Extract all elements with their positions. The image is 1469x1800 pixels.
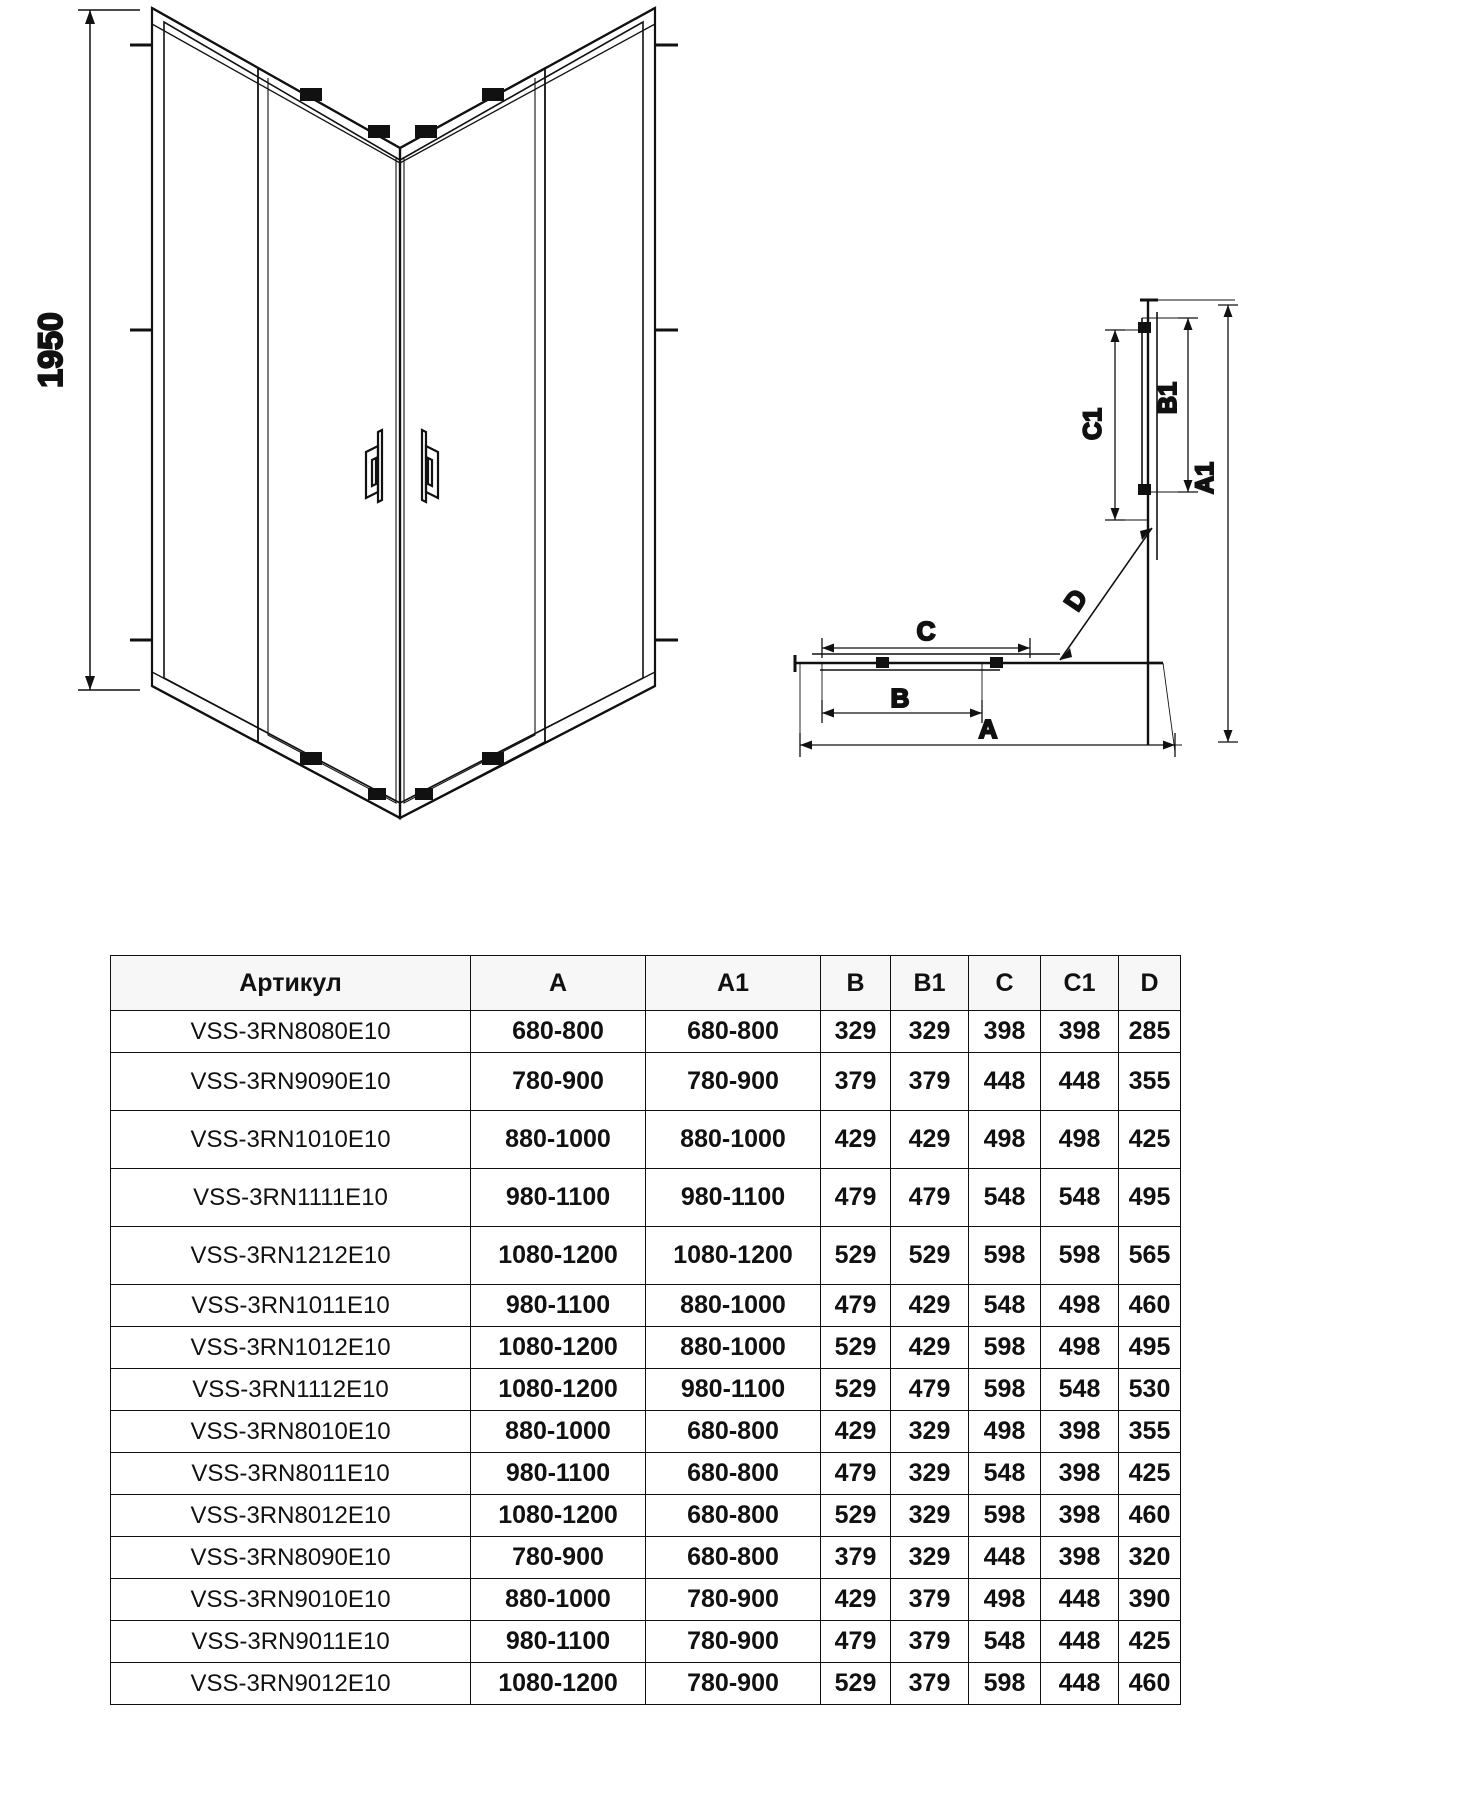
cell-article: VSS-3RN1112E10 xyxy=(111,1369,471,1411)
cell-b: 429 xyxy=(821,1579,891,1621)
header-c1: C1 xyxy=(1041,956,1119,1011)
cell-d: 425 xyxy=(1119,1621,1181,1663)
cell-c: 598 xyxy=(969,1327,1041,1369)
cell-c1: 598 xyxy=(1041,1227,1119,1285)
cell-c: 548 xyxy=(969,1285,1041,1327)
cell-c1: 448 xyxy=(1041,1579,1119,1621)
cell-a: 980-1100 xyxy=(471,1621,646,1663)
cell-article: VSS-3RN1010E10 xyxy=(111,1111,471,1169)
cell-d: 565 xyxy=(1119,1227,1181,1285)
cell-d: 320 xyxy=(1119,1537,1181,1579)
cell-a: 880-1000 xyxy=(471,1579,646,1621)
cell-article: VSS-3RN1111E10 xyxy=(111,1169,471,1227)
cell-c: 598 xyxy=(969,1495,1041,1537)
cell-a: 980-1100 xyxy=(471,1285,646,1327)
cell-c: 498 xyxy=(969,1579,1041,1621)
header-d: D xyxy=(1119,956,1181,1011)
cell-c: 548 xyxy=(969,1453,1041,1495)
cell-a: 1080-1200 xyxy=(471,1495,646,1537)
table-row xyxy=(111,1663,1181,1705)
cell-c1: 448 xyxy=(1041,1053,1119,1111)
header-b: B xyxy=(821,956,891,1011)
cell-a1: 980-1100 xyxy=(646,1369,821,1411)
cell-article: VSS-3RN8012E10 xyxy=(111,1495,471,1537)
cell-c: 548 xyxy=(969,1621,1041,1663)
cell-b1: 529 xyxy=(891,1227,969,1285)
table-row xyxy=(111,1621,1181,1663)
cell-b: 479 xyxy=(821,1453,891,1495)
cell-b: 429 xyxy=(821,1111,891,1169)
cell-article: VSS-3RN1212E10 xyxy=(111,1227,471,1285)
table-row xyxy=(111,1453,1181,1495)
cell-a: 1080-1200 xyxy=(471,1663,646,1705)
cell-c1: 448 xyxy=(1041,1663,1119,1705)
table-header-row xyxy=(111,956,1181,1011)
table-row xyxy=(111,1111,1181,1169)
cell-a1: 880-1000 xyxy=(646,1285,821,1327)
cell-a1: 780-900 xyxy=(646,1621,821,1663)
cell-a: 1080-1200 xyxy=(471,1227,646,1285)
table-row xyxy=(111,1537,1181,1579)
cell-a1: 680-800 xyxy=(646,1495,821,1537)
cell-b: 479 xyxy=(821,1621,891,1663)
cell-b1: 379 xyxy=(891,1053,969,1111)
cell-a1: 680-800 xyxy=(646,1411,821,1453)
cell-b: 429 xyxy=(821,1411,891,1453)
cell-b1: 379 xyxy=(891,1621,969,1663)
cell-a1: 1080-1200 xyxy=(646,1227,821,1285)
cell-a1: 880-1000 xyxy=(646,1111,821,1169)
plan-label-b: B xyxy=(890,683,910,713)
cell-b1: 329 xyxy=(891,1011,969,1053)
cell-c1: 548 xyxy=(1041,1369,1119,1411)
cell-c: 398 xyxy=(969,1011,1041,1053)
cell-c1: 398 xyxy=(1041,1453,1119,1495)
plan-label-a: A xyxy=(978,714,998,744)
cell-b1: 329 xyxy=(891,1537,969,1579)
cell-b1: 429 xyxy=(891,1327,969,1369)
cell-c: 548 xyxy=(969,1169,1041,1227)
plan-label-d: D xyxy=(1057,583,1094,617)
table-row xyxy=(111,1053,1181,1111)
cell-c: 598 xyxy=(969,1227,1041,1285)
cell-a1: 780-900 xyxy=(646,1053,821,1111)
cell-article: VSS-3RN8080E10 xyxy=(111,1011,471,1053)
cell-a: 680-800 xyxy=(471,1011,646,1053)
cell-d: 460 xyxy=(1119,1285,1181,1327)
cell-b1: 479 xyxy=(891,1169,969,1227)
cell-a: 1080-1200 xyxy=(471,1327,646,1369)
cell-c: 598 xyxy=(969,1369,1041,1411)
header-a: A xyxy=(471,956,646,1011)
cell-c: 498 xyxy=(969,1411,1041,1453)
cell-d: 495 xyxy=(1119,1169,1181,1227)
cell-d: 495 xyxy=(1119,1327,1181,1369)
plan-label-b1: B1 xyxy=(1154,382,1182,414)
cell-c: 448 xyxy=(969,1053,1041,1111)
cell-article: VSS-3RN1011E10 xyxy=(111,1285,471,1327)
cell-article: VSS-3RN8090E10 xyxy=(111,1537,471,1579)
cell-d: 390 xyxy=(1119,1579,1181,1621)
cell-b1: 379 xyxy=(891,1663,969,1705)
cell-d: 425 xyxy=(1119,1111,1181,1169)
plan-label-c1: C1 xyxy=(1079,408,1107,440)
cell-a: 980-1100 xyxy=(471,1453,646,1495)
cell-a1: 680-800 xyxy=(646,1537,821,1579)
cell-c1: 498 xyxy=(1041,1111,1119,1169)
header-b1: B1 xyxy=(891,956,969,1011)
table-row xyxy=(111,1327,1181,1369)
cell-b1: 379 xyxy=(891,1579,969,1621)
cell-d: 355 xyxy=(1119,1411,1181,1453)
cell-b1: 429 xyxy=(891,1285,969,1327)
cell-b1: 479 xyxy=(891,1369,969,1411)
cell-c: 598 xyxy=(969,1663,1041,1705)
cell-a: 880-1000 xyxy=(471,1411,646,1453)
cell-a: 1080-1200 xyxy=(471,1369,646,1411)
cell-b: 529 xyxy=(821,1327,891,1369)
cell-d: 530 xyxy=(1119,1369,1181,1411)
cell-c1: 398 xyxy=(1041,1011,1119,1053)
cell-d: 355 xyxy=(1119,1053,1181,1111)
cell-a: 980-1100 xyxy=(471,1169,646,1227)
cell-c1: 498 xyxy=(1041,1285,1119,1327)
cell-a1: 780-900 xyxy=(646,1579,821,1621)
plan-label-c: C xyxy=(916,616,936,646)
cell-c: 498 xyxy=(969,1111,1041,1169)
cell-a1: 680-800 xyxy=(646,1011,821,1053)
cell-c1: 398 xyxy=(1041,1495,1119,1537)
table-row xyxy=(111,1227,1181,1285)
plan-label-a1: A1 xyxy=(1191,462,1219,494)
cell-d: 425 xyxy=(1119,1453,1181,1495)
cell-b1: 429 xyxy=(891,1111,969,1169)
cell-b: 479 xyxy=(821,1285,891,1327)
cell-d: 285 xyxy=(1119,1011,1181,1053)
cell-article: VSS-3RN9010E10 xyxy=(111,1579,471,1621)
cell-a1: 680-800 xyxy=(646,1453,821,1495)
cell-a1: 980-1100 xyxy=(646,1169,821,1227)
cell-a1: 780-900 xyxy=(646,1663,821,1705)
cell-b: 479 xyxy=(821,1169,891,1227)
cell-b: 529 xyxy=(821,1369,891,1411)
cell-article: VSS-3RN8010E10 xyxy=(111,1411,471,1453)
header-article: Артикул xyxy=(111,956,471,1011)
cell-article: VSS-3RN9090E10 xyxy=(111,1053,471,1111)
cell-c: 448 xyxy=(969,1537,1041,1579)
table-row xyxy=(111,1411,1181,1453)
cell-b1: 329 xyxy=(891,1453,969,1495)
table-row xyxy=(111,1369,1181,1411)
cell-d: 460 xyxy=(1119,1663,1181,1705)
cell-article: VSS-3RN1012E10 xyxy=(111,1327,471,1369)
cell-article: VSS-3RN9011E10 xyxy=(111,1621,471,1663)
cell-c1: 498 xyxy=(1041,1327,1119,1369)
table-row xyxy=(111,1579,1181,1621)
specification-table xyxy=(110,955,1180,1705)
table-row xyxy=(111,1169,1181,1227)
table-row xyxy=(111,1285,1181,1327)
cell-article: VSS-3RN9012E10 xyxy=(111,1663,471,1705)
table-row xyxy=(111,1011,1181,1053)
table-row xyxy=(111,1495,1181,1537)
cell-a: 880-1000 xyxy=(471,1111,646,1169)
cell-a1: 880-1000 xyxy=(646,1327,821,1369)
cell-b: 379 xyxy=(821,1537,891,1579)
cell-c1: 448 xyxy=(1041,1621,1119,1663)
cell-a: 780-900 xyxy=(471,1053,646,1111)
cell-article: VSS-3RN8011E10 xyxy=(111,1453,471,1495)
height-dimension-label: 1950 xyxy=(32,312,70,388)
cell-c1: 398 xyxy=(1041,1537,1119,1579)
cell-b: 529 xyxy=(821,1227,891,1285)
header-c: C xyxy=(969,956,1041,1011)
cell-b: 379 xyxy=(821,1053,891,1111)
cell-b: 329 xyxy=(821,1011,891,1053)
cell-c1: 398 xyxy=(1041,1411,1119,1453)
header-a1: A1 xyxy=(646,956,821,1011)
cell-a: 780-900 xyxy=(471,1537,646,1579)
cell-b1: 329 xyxy=(891,1411,969,1453)
cell-b: 529 xyxy=(821,1663,891,1705)
cell-b: 529 xyxy=(821,1495,891,1537)
cell-c1: 548 xyxy=(1041,1169,1119,1227)
cell-d: 460 xyxy=(1119,1495,1181,1537)
cell-b1: 329 xyxy=(891,1495,969,1537)
